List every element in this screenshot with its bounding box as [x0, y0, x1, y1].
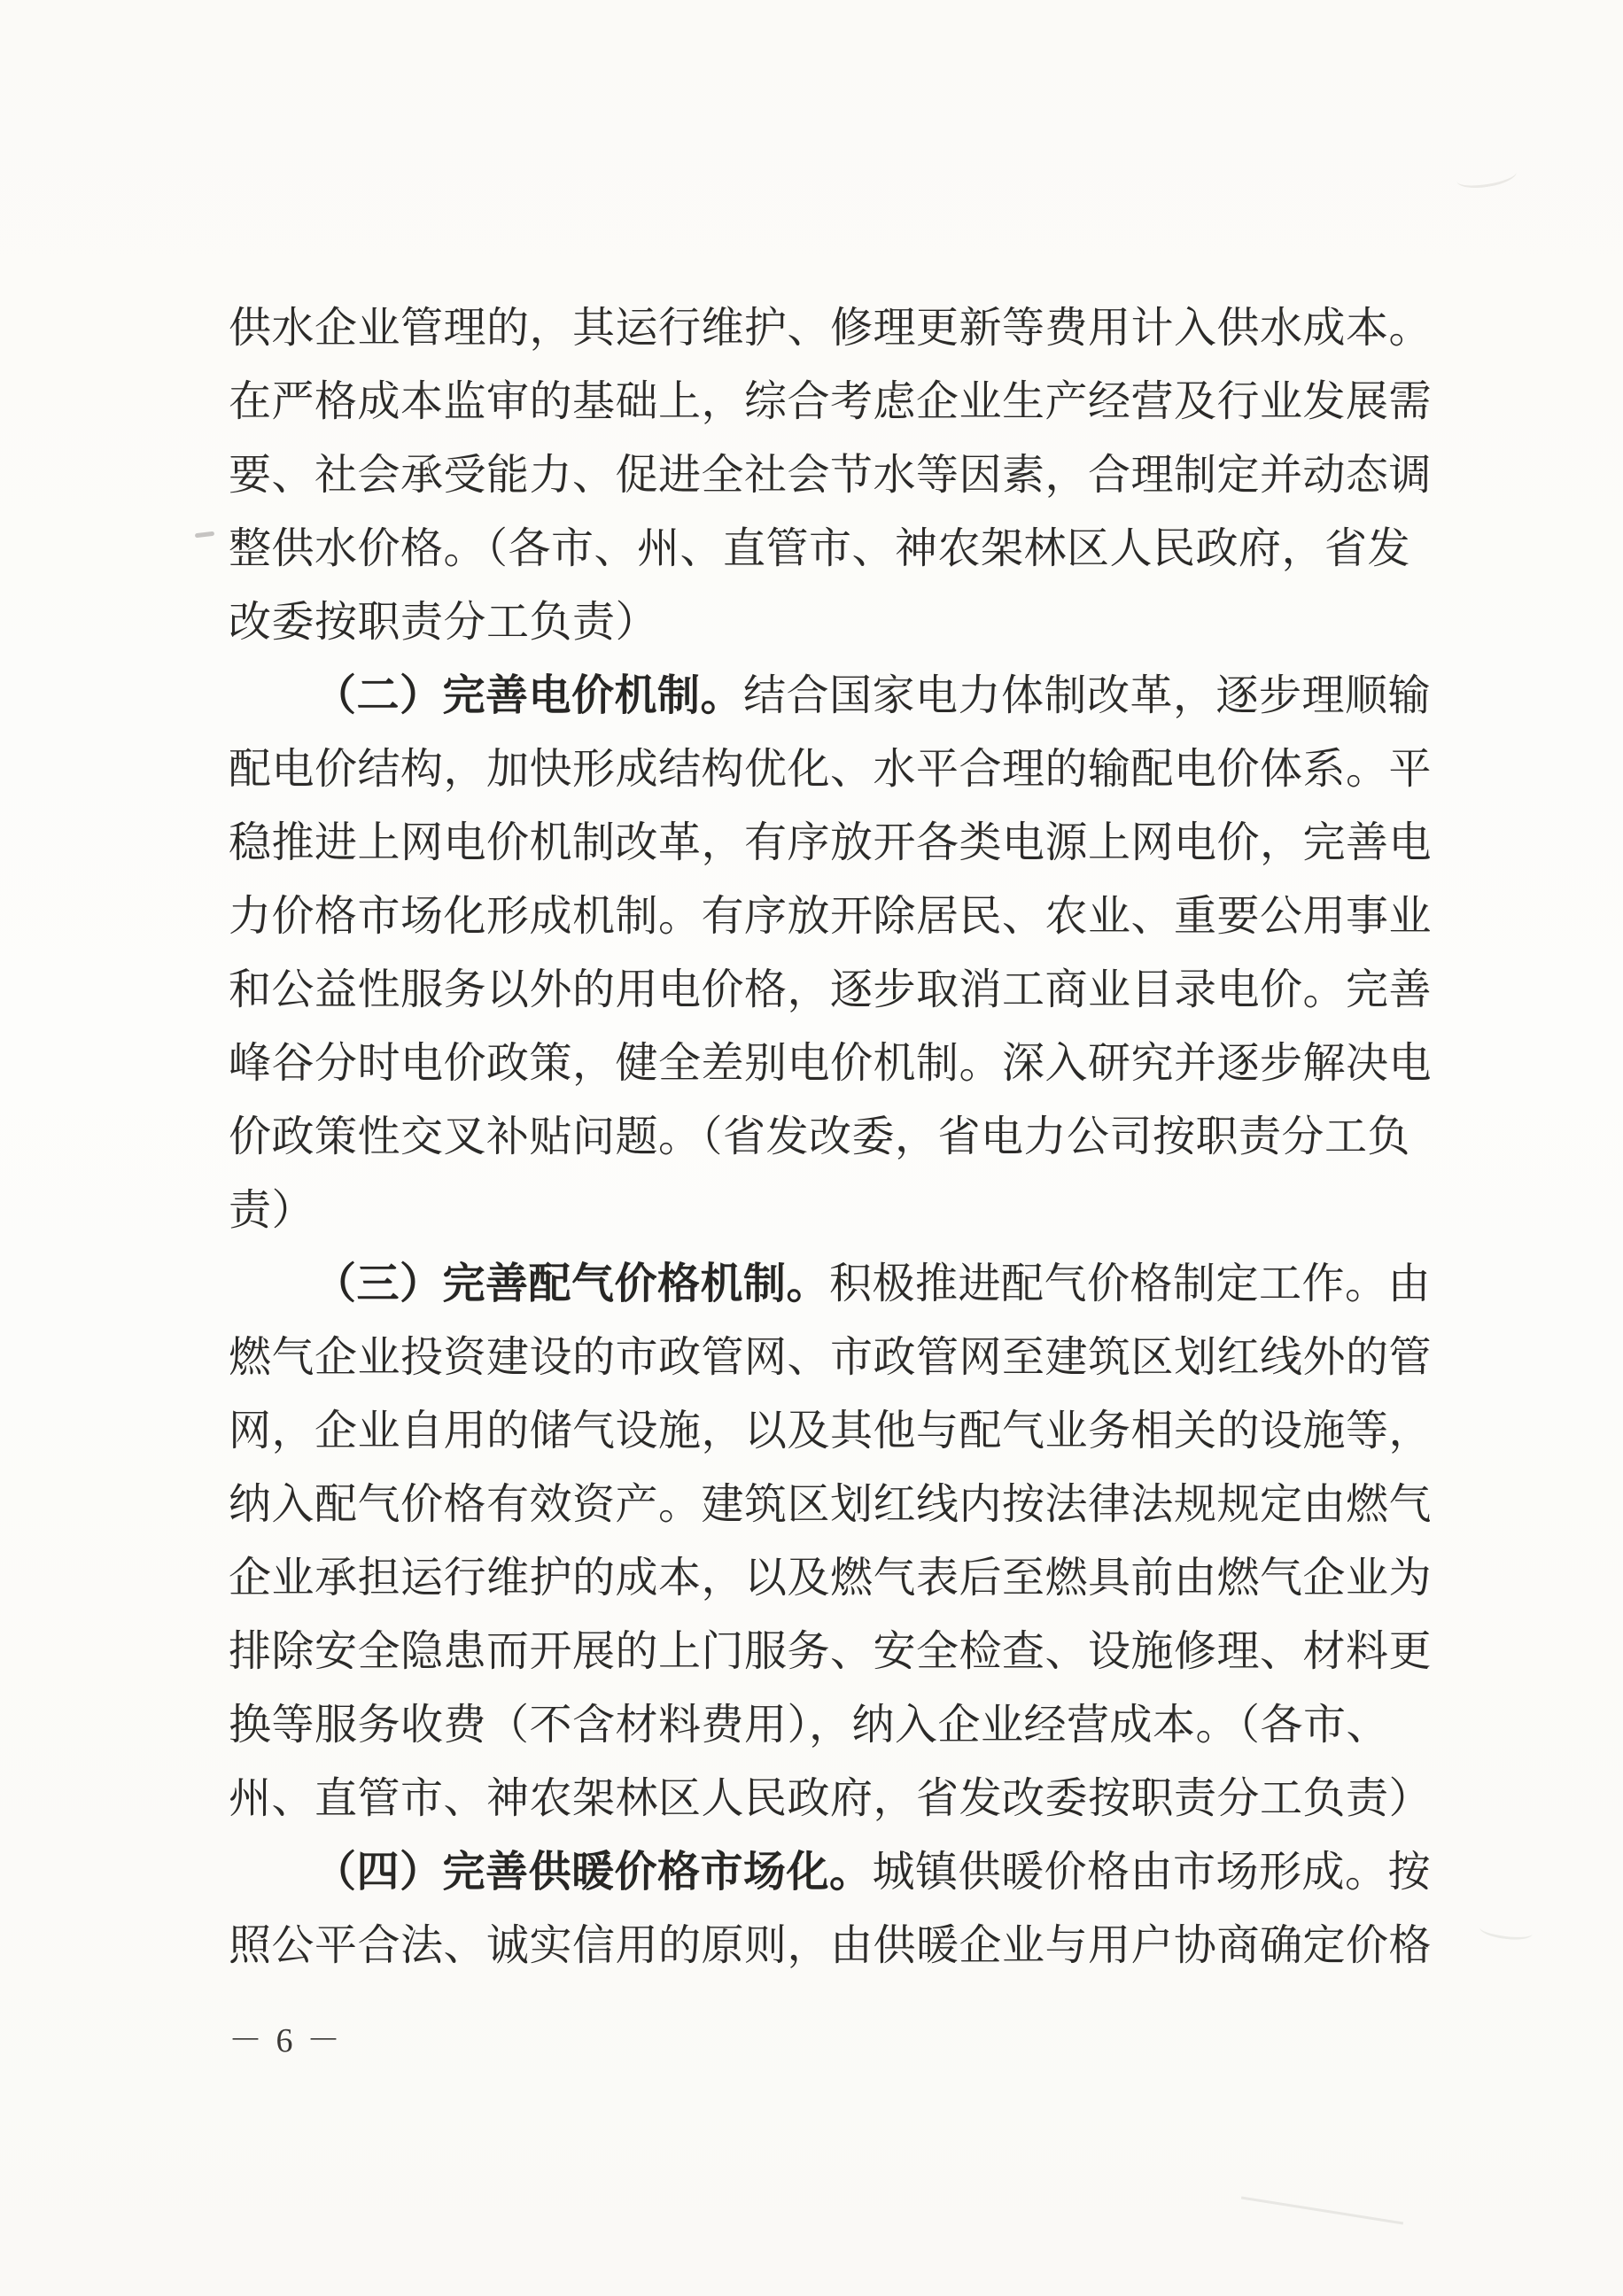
text-line	[229, 291, 1460, 365]
line-text: 在严格成本监审的基础上，综合考虑企业生产经营及行业发展需	[229, 378, 1433, 425]
text-line	[229, 1174, 1460, 1247]
text-line	[229, 953, 1460, 1027]
line-text: 排除安全隐患而开展的上门服务、安全检查、设施修理、材料更	[229, 1628, 1433, 1675]
text-line	[229, 438, 1460, 512]
line-text: 换等服务收费（不含材料费用），纳入企业经营成本。（各市、	[229, 1702, 1390, 1749]
line-text: 网，企业自用的储气设施，以及其他与配气业务相关的设施等，	[229, 1408, 1433, 1454]
line-text: 城镇供暖价格由市场形成。按	[872, 1849, 1432, 1896]
line-text: 结合国家电力体制改革，逐步理顺输	[743, 672, 1432, 719]
line-text: 整供水价格。（各市、州、直管市、神农架林区人民政府，省发	[229, 525, 1411, 572]
line-text: 企业承担运行维护的成本，以及燃气表后至燃具前由燃气企业为	[229, 1555, 1433, 1602]
section-heading-line	[229, 1835, 1460, 1909]
text-line	[229, 1541, 1460, 1615]
section-heading: （三）完善配气价格机制。	[314, 1260, 830, 1307]
scan-artifact	[195, 531, 214, 539]
text-line	[229, 880, 1460, 953]
scan-artifact	[1456, 162, 1518, 191]
text-line	[229, 1688, 1460, 1762]
line-text: 州、直管市、神农架林区人民政府，省发改委按职责分工负责）	[229, 1775, 1433, 1822]
line-text: 稳推进上网电价机制改革，有序放开各类电源上网电价，完善电	[229, 819, 1433, 866]
document-body	[229, 291, 1460, 1982]
line-text: 峰谷分时电价政策，健全差别电价机制。深入研究并逐步解决电	[229, 1040, 1433, 1087]
text-line	[229, 1468, 1460, 1541]
text-line	[229, 1321, 1460, 1394]
text-line	[229, 1100, 1460, 1174]
text-line	[229, 733, 1460, 806]
text-line	[229, 512, 1460, 586]
scan-artifact	[1479, 1919, 1534, 1942]
text-line	[229, 1762, 1460, 1835]
text-line	[229, 1027, 1460, 1100]
section-heading-line	[229, 659, 1460, 733]
line-text: 供水企业管理的，其运行维护、修理更新等费用计入供水成本。	[229, 305, 1433, 352]
section-heading: （二）完善电价机制。	[314, 672, 744, 719]
scan-artifact	[1241, 2197, 1403, 2225]
line-text: 责）	[229, 1187, 315, 1234]
text-line	[229, 365, 1460, 438]
section-heading-line	[229, 1247, 1460, 1321]
section-heading: （四）完善供暖价格市场化。	[314, 1849, 873, 1896]
page-number: － 6 －	[229, 2022, 344, 2059]
line-text: 纳入配气价格有效资产。建筑区划红线内按法律法规规定由燃气	[229, 1481, 1433, 1528]
text-line	[229, 586, 1460, 659]
line-text: 照公平合法、诚实信用的原则，由供暖企业与用户协商确定价格	[229, 1922, 1433, 1969]
text-line	[229, 1909, 1460, 1982]
text-line	[229, 1615, 1460, 1688]
line-text: 要、社会承受能力、促进全社会节水等因素，合理制定并动态调	[229, 452, 1433, 499]
text-line	[229, 806, 1460, 880]
line-text: 配电价结构，加快形成结构优化、水平合理的输配电价体系。平	[229, 746, 1433, 793]
line-text: 燃气企业投资建设的市政管网、市政管网至建筑区划红线外的管	[229, 1334, 1433, 1381]
line-text: 和公益性服务以外的用电价格，逐步取消工商业目录电价。完善	[229, 966, 1433, 1013]
line-text: 价政策性交叉补贴问题。（省发改委，省电力公司按职责分工负	[229, 1113, 1411, 1160]
line-text: 改委按职责分工负责）	[229, 599, 659, 646]
line-text: 积极推进配气价格制定工作。由	[829, 1260, 1432, 1307]
text-line	[229, 1394, 1460, 1468]
line-text: 力价格市场化形成机制。有序放开除居民、农业、重要公用事业	[229, 893, 1433, 940]
